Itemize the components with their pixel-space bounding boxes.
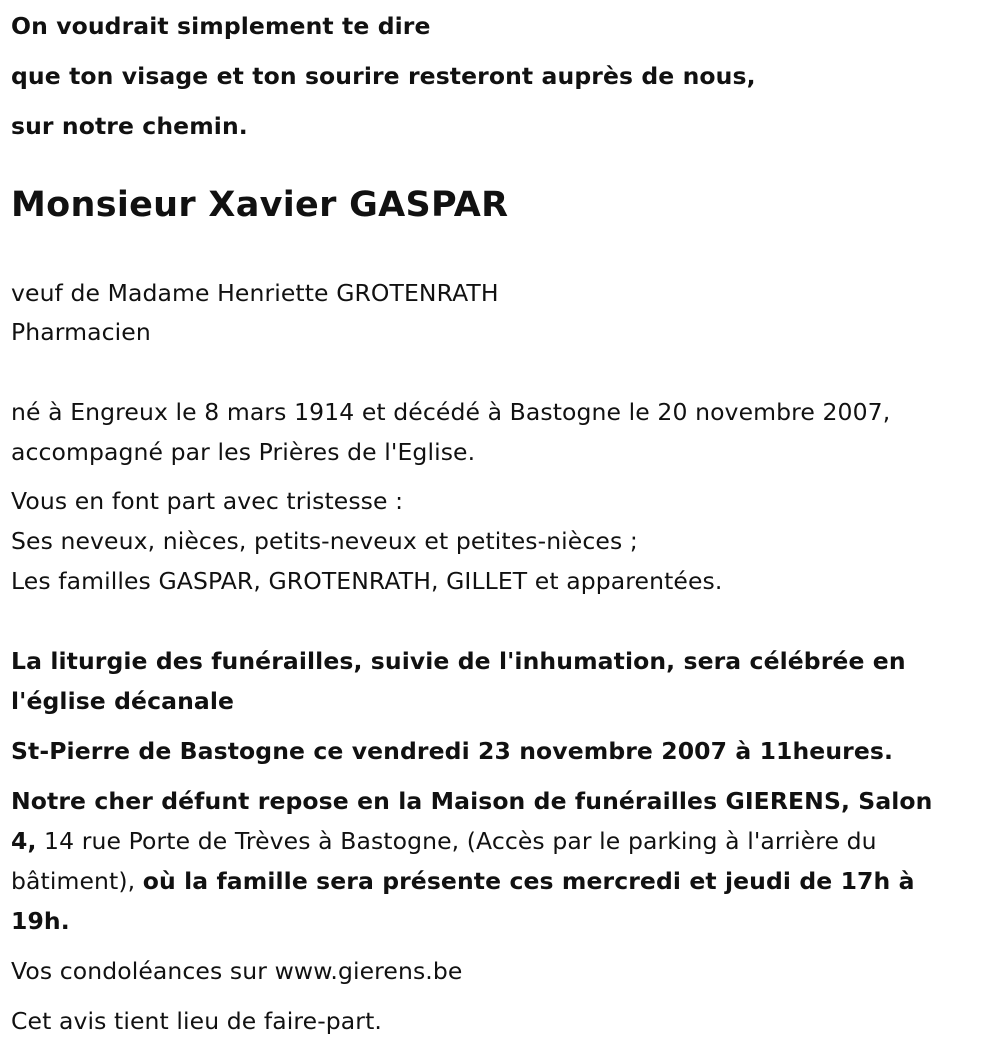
- poem-line-2: que ton visage et ton sourire resteront auprès de nous,: [11, 62, 756, 90]
- funeral-line-2: l'église décanale: [11, 687, 235, 715]
- repose-line-2-rest: 14 rue Porte de Trèves à Bastogne, (Accès par le parking à l'arrière du: [36, 827, 877, 855]
- funeral-line-3: St-Pierre de Bastogne ce vendredi 23 novembre 2007 à 11heures.: [11, 737, 894, 765]
- repose-line-4: 19h.: [11, 907, 70, 935]
- repose-line-3-bold: où la famille sera présente ces mercredi et jeudi de 17h à: [142, 867, 915, 895]
- deceased-name: Monsieur Xavier GASPAR: [11, 185, 509, 225]
- condolences-line: Vos condoléances sur www.gierens.be: [11, 957, 463, 985]
- family-intro: Vous en font part avec tristesse :: [11, 487, 404, 515]
- poem-line-3: sur notre chemin.: [11, 112, 248, 140]
- family-line-2: Les familles GASPAR, GROTENRATH, GILLET et apparentées.: [11, 567, 723, 595]
- life-line-1: né à Engreux le 8 mars 1914 et décédé à Bastogne le 20 novembre 2007,: [11, 398, 891, 426]
- repose-line-2-bold: 4,: [11, 827, 37, 855]
- funeral-line-1: La liturgie des funérailles, suivie de l'inhumation, sera célébrée en: [11, 647, 906, 675]
- spouse-line: veuf de Madame Henriette GROTENRATH: [11, 279, 499, 307]
- profession-line: Pharmacien: [11, 318, 151, 346]
- repose-line-2: [11, 821, 877, 861]
- repose-line-3: [11, 861, 915, 901]
- notice-line: Cet avis tient lieu de faire-part.: [11, 1007, 382, 1035]
- family-line-1: Ses neveux, nièces, petits-neveux et petites-nièces ;: [11, 527, 638, 555]
- poem-line-1: On voudrait simplement te dire: [11, 12, 431, 40]
- repose-line-1: Notre cher défunt repose en la Maison de funérailles GIERENS, Salon: [11, 787, 933, 815]
- life-line-2: accompagné par les Prières de l'Eglise.: [11, 438, 476, 466]
- repose-line-3-rest: bâtiment),: [11, 867, 143, 895]
